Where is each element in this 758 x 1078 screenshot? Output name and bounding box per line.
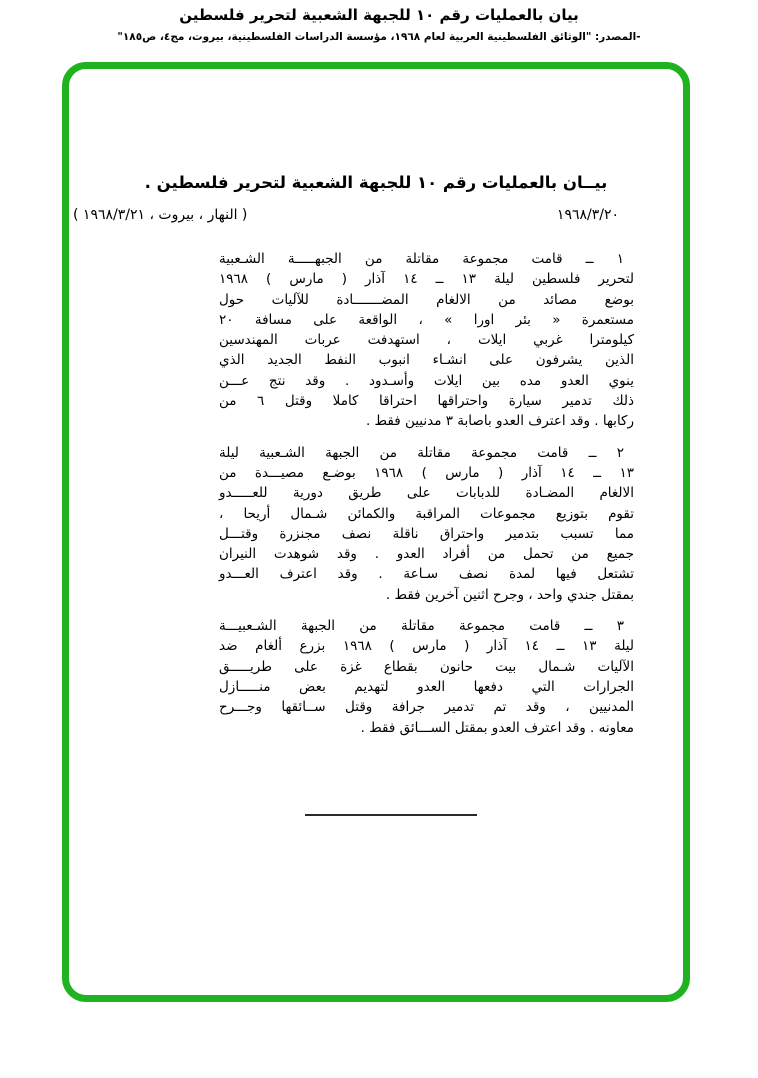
paragraph-line: ١ ــ قامت مجموعة مقاتلة من الجبهـــــة الشـعبية [219,251,624,267]
document-body [219,249,634,749]
paragraph-line: كيلومترا غربي ايلات ، استهدفت عربات المهندسين [219,332,634,349]
paragraph-line: ١٣ ــ ١٤ آذار ( مارس ) ١٩٦٨ بوضـع مصيـــدة من [219,464,634,481]
document-title: بيــان بالعمليات رقم ١٠ للجبهة الشعبية لتحرير فلسطين . [144,173,608,192]
paragraph-1 [219,249,634,432]
paragraph-line: معاونه . وقد اعترف العدو بمقتل الســـائق فقط . [360,719,634,736]
paragraph-line: ٣ ــ قامت مجموعة مقاتلة من الجبهة الشـعبيـــة [219,618,624,635]
document-green-frame [62,62,690,1002]
document-date: ١٩٦٨/٣/٢٠ [556,207,619,223]
paragraph-line: الالغام المضـادة للدبابات على طريق دورية للعـــــدو [219,485,634,502]
paragraph-line: الآليات شـمال بيت حانون بقطاع غزة على طريـــــق [219,658,634,675]
paragraph-line: ينوي العدو مده بين ايلات وأسـدود . وقد نتج عـــن [219,372,634,389]
paragraph-line: جميع من تحمل من أفراد العدو . وقد شوهدت النيران [219,546,634,563]
paragraph-3 [219,616,634,738]
paragraph-line: ليلة ١٣ ــ ١٤ آذار ( مارس ) ١٩٦٨ بزرع ألغام ضد [219,638,634,655]
paragraph-line: الذين يشرفون على انشـاء انبوب النفط الجديد الذي [219,352,634,369]
paragraph-line: بوضع مصائد من الالغام المضـــــــادة للآليات حول [219,291,634,308]
paragraph-line: ركابها . وقد اعترف العدو باصابة ٣ مدنيين فقط . [365,413,634,430]
paragraph-line: بمقتل جندي واحد ، وجرح اثنين آخرين فقط . [385,586,634,603]
paragraph-line: لتحرير فلسطين ليلة ١٣ ــ ١٤ آذار ( مارس ) ١٩٦٨ [219,271,634,288]
closing-rule [305,814,477,816]
paragraph-line: تشتعل فيها لمدة نصف سـاعة . وقد اعترف العـــدو [219,566,634,583]
page-source-citation: -المصدر: "الوثائق الفلسطينية العربية لعام ١٩٦٨، مؤسسة الدراسات الفلسطينية، بيروت، مج٤، ص١٨٥" [117,31,641,43]
page-header-title: بيان بالعمليات رقم ١٠ للجبهة الشعبية لتحرير فلسطين [179,6,579,24]
document-publication-ref: ( النهار ، بيروت ، ١٩٦٨/٣/٢١ ) [73,207,248,223]
paragraph-line: مما تسبب بتدمير واحتراق ناقلة نصف مجنزرة وقتـــل [219,525,634,542]
paragraph-2 [219,443,634,605]
document-date-row [73,207,619,223]
paragraph-line: المدنيين ، وقد تم تدمير جرافة وقتل ســائقها وجـــرح [219,699,634,716]
paragraph-line: مستعمرة « بئر اورا » ، الواقعة على مسافة ٢٠ [219,311,634,328]
paragraph-line: ٢ ــ قامت مجموعة مقاتلة من الجبهة الشـعبية ليلة [219,444,624,461]
paragraph-line: الجرارات التي دفعها العدو لتهديم بعض منـــــازل [219,678,634,695]
paragraph-line: تقوم بتوزيع مجموعات المراقبة والكمائن شـمال أريحا ، [219,505,634,522]
paragraph-line: ذلك تدمير سيارة واحتراقها احتراقا كاملا وقتل ٦ من [219,393,634,410]
